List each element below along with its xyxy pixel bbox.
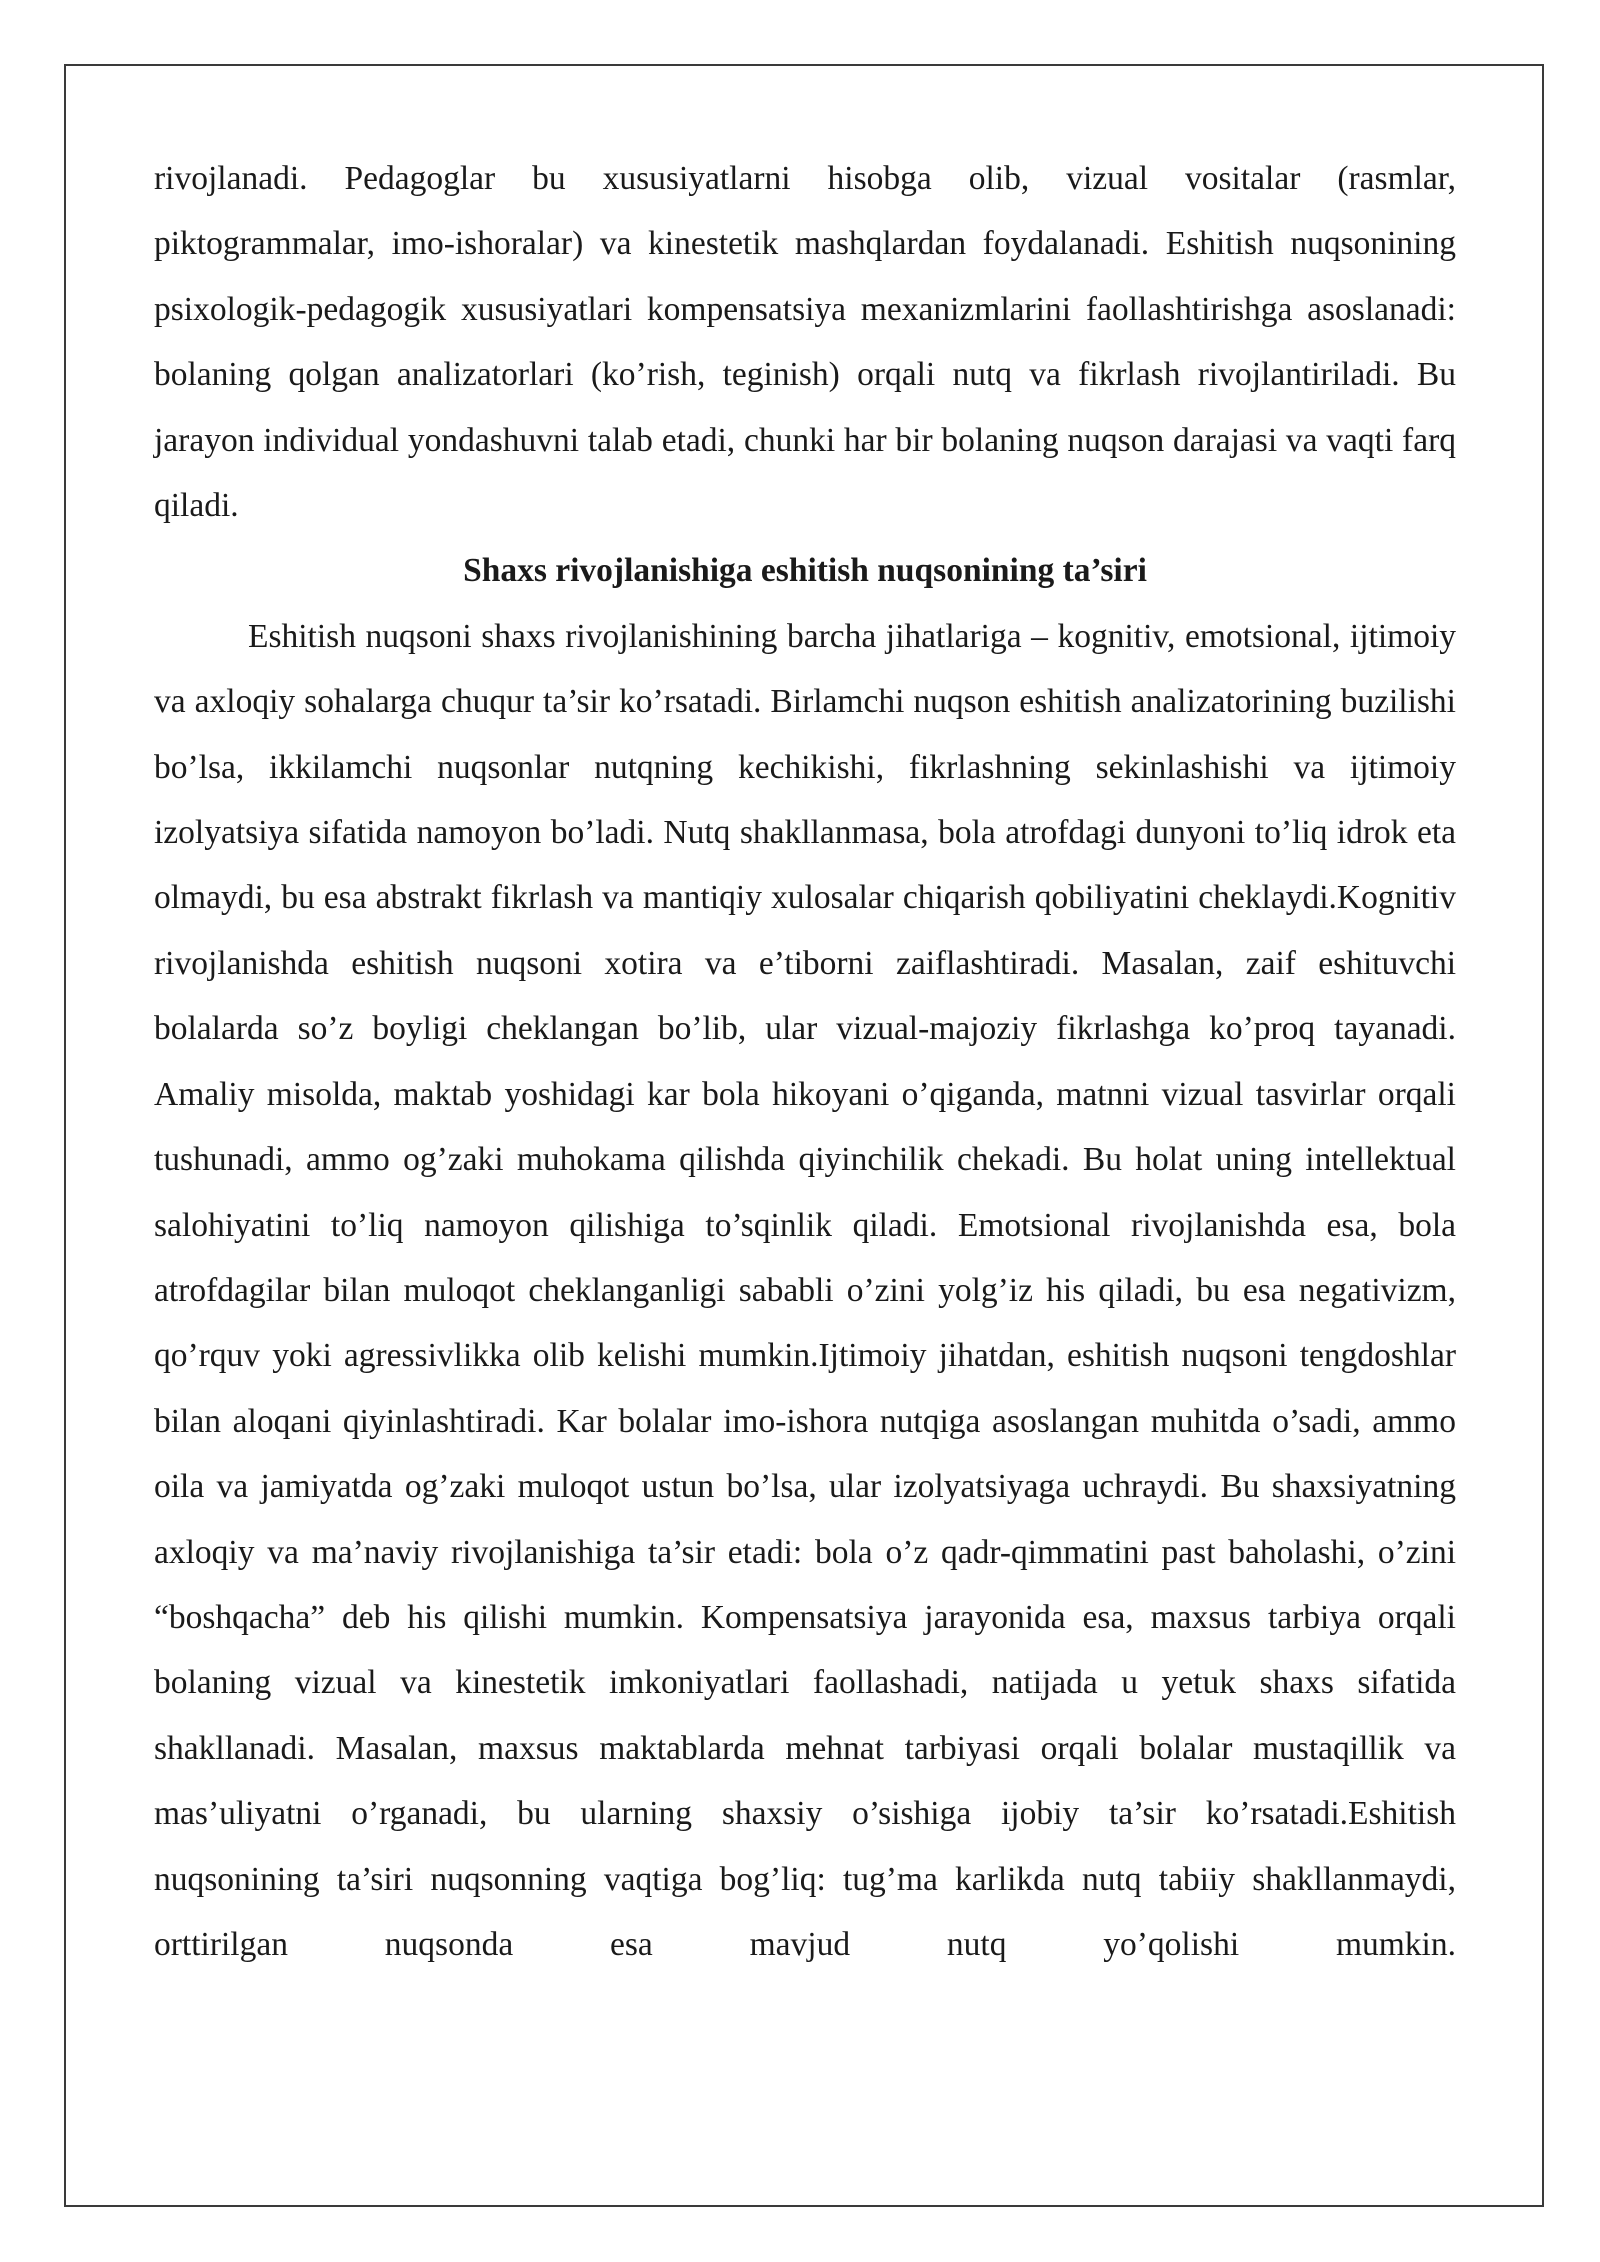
paragraph-body: Eshitish nuqsoni shaxs rivojlanishining barcha jihatlariga – kognitiv, emotsional, ijtimoiy va axloqiy sohalarga chuqur ta’sir ko’rsatadi. Birlamchi nuqson eshitish analizatorining buzilishi bo’lsa, ikkilamchi nuqsonlar nutqning kechikishi, fikrlashning sekinlashishi va ijtimoiy izolyatsiya sifatida namoyon bo’ladi. Nutq shakllanmasa, bola atrofdagi dunyoni to’liq idrok eta olmaydi, bu esa abstrakt fikrlash va mantiqiy xulosalar chiqarish qobiliyatini cheklaydi.Kognitiv rivojlanishda eshitish nuqsoni xotira va e’tiborni zaiflashtiradi. Masalan, zaif eshituvchi bolalarda so’z boyligi cheklangan bo’lib, ular vizual-majoziy fikrlashga ko’proq tayanadi. Amaliy misolda, maktab yoshidagi kar bola hikoyani o’qiganda, matnni vizual tasvirlar orqali tushunadi, ammo og’zaki muhokama qilishda qiyinchilik chekadi. Bu holat uning intellektual salohiyatini to’liq namoyon qilishiga to’sqinlik qiladi. Emotsional rivojlanishda esa, bola atrofdagilar bilan muloqot cheklanganligi sababli o’zini yolg’iz his qiladi, bu esa negativizm, qo’rquv yoki agressivlikka olib kelishi mumkin.Ijtimoiy jihatdan, eshitish nuqsoni tengdoshlar bilan aloqani qiyinlashtiradi. Kar bolalar imo-ishora nutqiga asoslangan muhitda o’sadi, ammo oila va jamiyatda og’zaki muloqot ustun bo’lsa, ular izolyatsiyaga uchraydi. Bu shaxsiyatning axloqiy va ma’naviy rivojlanishiga ta’sir etadi: bola o’z qadr-qimmatini past baholashi, o’zini “boshqacha” deb his qilishi mumkin. Kompensatsiya jarayonida esa, maxsus tarbiya orqali bolaning vizual va kinestetik imkoniyatlari faollashadi, natijada u yetuk shaxs sifatida shakllanadi. Masalan, maxsus maktablarda mehnat tarbiyasi orqali bolalar mustaqillik va mas’uliyatni o’rganadi, bu ularning shaxsiy o’sishiga ijobiy ta’sir ko’rsatadi.Eshitish nuqsonining ta’siri nuqsonning vaqtiga bog’liq: tug’ma karlikda nutq tabiiy shakllanmaydi, orttirilgan nuqsonda esa mavjud nutq yo’qolishi mumkin.: [154, 617, 1456, 1963]
section-heading: Shaxs rivojlanishiga eshitish nuqsonining ta’siri: [463, 552, 1147, 590]
paragraph-continuation: rivojlanadi. Pedagoglar bu xususiyatlarni hisobga olib, vizual vositalar (rasmlar, piktogrammalar, imo-ishoralar) va kinestetik mashqlardan foydalanadi. Eshitish nuqsonining psixologik-pedagogik xususiyatlari kompensatsiya mexanizmlarini faollashtirishga asoslanadi: bolaning qolgan analizatorlari (ko’rish, teginish) orqali nutq va fikrlash rivojlantiriladi. Bu jarayon individual yondashuvni talab etadi, chunki har bir bolaning nuqson darajasi va vaqti farq qiladi.: [154, 160, 1456, 525]
document-body: [154, 146, 1456, 1977]
